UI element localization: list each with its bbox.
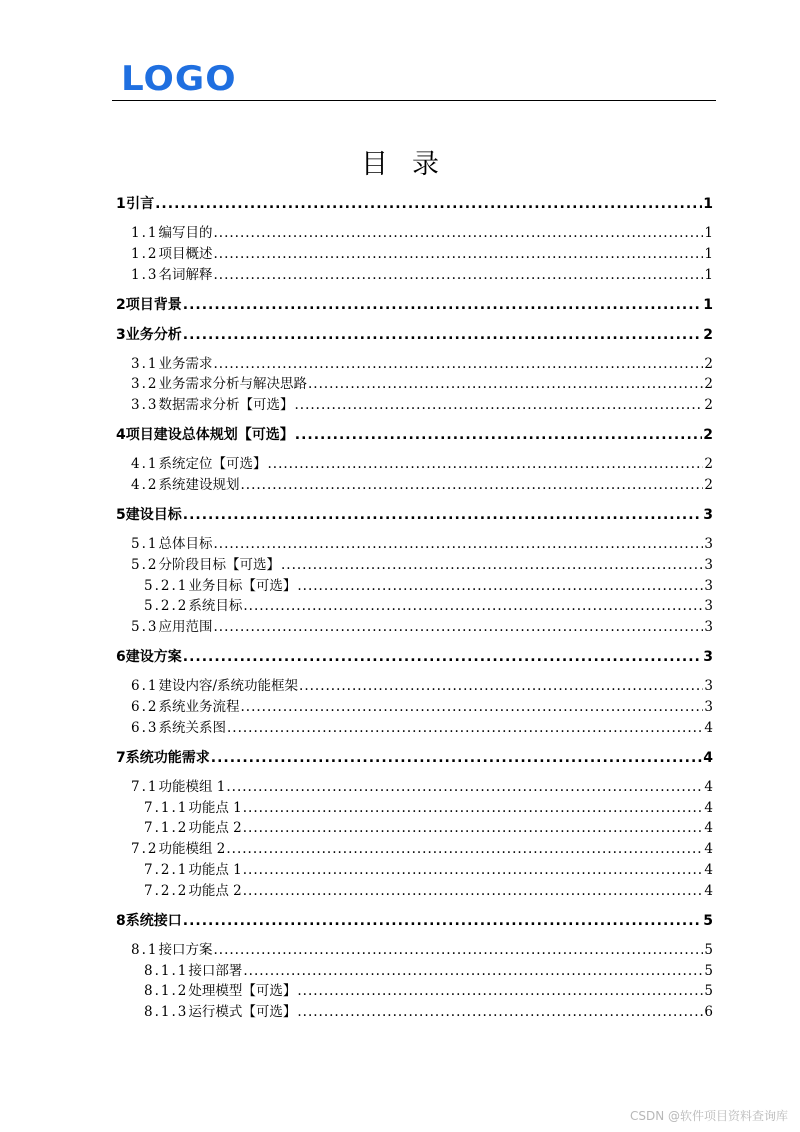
toc-dot-leader [297, 1002, 703, 1022]
toc-dot-leader [213, 244, 703, 264]
toc-dot-leader [267, 454, 703, 474]
toc-dot-leader [211, 748, 703, 768]
toc-dot-leader [297, 576, 703, 596]
toc-entry-3-2[interactable] [131, 374, 713, 394]
toc-entry-6-1[interactable] [131, 676, 713, 696]
toc-entry-page: 3 [704, 556, 713, 573]
toc-entry-page: 2 [704, 376, 713, 393]
toc-dot-leader [281, 555, 703, 575]
toc-entry-7-1-2[interactable] [144, 818, 713, 838]
toc-dot-leader [243, 798, 704, 818]
toc-entry-page: 2 [704, 397, 713, 414]
toc-entry-label: 引言 [126, 196, 155, 212]
toc-entry-number: 3.3 [131, 397, 159, 414]
toc-entry-1-1[interactable] [131, 223, 713, 243]
toc-entry-page: 3 [704, 699, 713, 715]
toc-entry-label: 建设方案 [125, 649, 182, 666]
toc-entry-page: 4 [704, 799, 713, 816]
toc-title: 目录 [361, 149, 463, 180]
toc-entry-page: 1 [703, 296, 713, 313]
toc-entry-label: 业务需求 [158, 355, 213, 372]
toc-entry-1[interactable] [116, 194, 713, 214]
toc-entry-number: 3 [116, 326, 126, 343]
toc-dot-leader [226, 839, 703, 859]
toc-dot-leader [294, 395, 703, 415]
toc-entry-7-2-1[interactable] [144, 860, 713, 880]
toc-entry-label: 数据需求分析【可选】 [158, 397, 294, 414]
toc-entry-label: 功能模组 1 [158, 778, 226, 795]
toc-entry-page: 5 [704, 962, 713, 979]
toc-entry-page: 4 [704, 820, 713, 837]
toc-dot-leader [243, 860, 704, 880]
toc-entry-number: 7.1.2 [144, 820, 189, 837]
toc-dot-leader [243, 596, 703, 616]
toc-entry-label: 业务目标【可选】 [188, 577, 297, 594]
toc-entry-label: 功能点 1 [188, 862, 242, 878]
toc-entry-5-2[interactable] [131, 555, 713, 575]
toc-dot-leader [240, 697, 703, 717]
toc-entry-5-2-2[interactable] [144, 596, 713, 616]
toc-entry-page: 2 [704, 355, 713, 372]
toc-entry-number: 6 [116, 649, 126, 666]
toc-entry-number: 4.2 [131, 477, 159, 493]
toc-entry-page: 3 [703, 649, 713, 666]
toc-entry-page: 4 [703, 749, 713, 766]
company-logo: LOGO [121, 59, 237, 99]
toc-entry-page: 2 [703, 326, 713, 343]
toc-entry-page: 1 [704, 266, 713, 283]
toc-entry-1-3[interactable] [131, 265, 713, 285]
toc-entry-label: 功能点 2 [188, 882, 242, 899]
toc-entry-4-2[interactable] [131, 475, 713, 495]
toc-entry-page: 4 [704, 778, 713, 795]
toc-entry-number: 7.1 [131, 778, 159, 795]
toc-entry-8-1-3[interactable] [144, 1002, 713, 1022]
toc-entry-number: 5.2 [131, 556, 159, 573]
toc-entry-page: 1 [703, 196, 713, 212]
toc-entry-4-1[interactable] [131, 454, 713, 474]
toc-entry-number: 8.1.1 [144, 962, 189, 979]
toc-entry-page: 6 [704, 1004, 713, 1021]
toc-entry-number: 8.1 [131, 941, 159, 958]
toc-entry-8[interactable] [116, 911, 713, 931]
toc-entry-page: 3 [704, 678, 713, 695]
toc-entry-number: 7.1.1 [144, 799, 189, 816]
toc-entry-number: 1.3 [131, 266, 159, 283]
toc-entry-number: 5.3 [131, 619, 159, 636]
toc-dot-leader [213, 534, 703, 554]
toc-entry-7-1-1[interactable] [144, 798, 713, 818]
toc-entry-page: 4 [704, 862, 713, 878]
toc-entry-6[interactable] [116, 647, 713, 667]
toc-entry-label: 接口方案 [158, 941, 213, 958]
toc-dot-leader [213, 617, 703, 637]
toc-entry-label: 名词解释 [158, 266, 213, 283]
toc-entry-label: 建设内容/系统功能框架 [158, 678, 299, 695]
toc-entry-5-1[interactable] [131, 534, 713, 554]
toc-entry-label: 系统定位【可选】 [158, 456, 267, 473]
toc-entry-page: 5 [704, 983, 713, 1000]
toc-entry-7-2[interactable] [131, 839, 713, 859]
toc-entry-number: 7 [116, 749, 126, 766]
toc-dot-leader [243, 961, 703, 981]
toc-entry-label: 处理模型【可选】 [188, 983, 297, 1000]
toc-entry-label: 功能点 2 [188, 820, 242, 837]
toc-entry-page: 3 [704, 619, 713, 636]
toc-entry-number: 5.2.1 [144, 577, 189, 594]
toc-entry-number: 5.2.2 [144, 598, 189, 615]
toc-entry-number: 1.2 [131, 245, 159, 262]
toc-entry-3[interactable] [116, 325, 713, 345]
toc-entry-number: 4.1 [131, 456, 159, 473]
toc-entry-5-3[interactable] [131, 617, 713, 637]
toc-entry-label: 运行模式【可选】 [188, 1004, 297, 1021]
toc-dot-leader [213, 940, 703, 960]
toc-entry-number: 6.3 [131, 719, 159, 736]
toc-entry-number: 8.1.3 [144, 1004, 189, 1021]
toc-entry-7[interactable] [116, 748, 713, 768]
toc-entry-page: 1 [704, 225, 713, 241]
toc-entry-number: 1.1 [131, 225, 159, 241]
toc-entry-8-1[interactable] [131, 940, 713, 960]
toc-entry-page: 5 [704, 941, 713, 958]
toc-entry-label: 系统功能需求 [125, 749, 210, 766]
toc-dot-leader [308, 374, 703, 394]
toc-dot-leader [155, 194, 702, 214]
toc-entry-number: 8.1.2 [144, 983, 189, 1000]
watermark: CSDN @软件项目资料查询库 [629, 1109, 788, 1123]
toc-entry-7-1[interactable] [131, 777, 713, 797]
toc-dot-leader [183, 505, 703, 525]
toc-entry-number: 3.2 [131, 376, 159, 393]
toc-entry-number: 7.2.2 [144, 882, 189, 899]
toc-dot-leader [240, 475, 703, 495]
toc-entry-6-2[interactable] [131, 697, 713, 717]
toc-entry-number: 3.1 [131, 355, 159, 372]
toc-entry-label: 项目建设总体规划【可选】 [125, 427, 294, 444]
toc-entry-5-2-1[interactable] [144, 576, 713, 596]
toc-dot-leader [226, 777, 703, 797]
toc-entry-label: 功能模组 2 [158, 841, 226, 858]
toc-entry-label: 系统建设规划 [158, 477, 240, 493]
toc-entry-7-2-2[interactable] [144, 881, 713, 901]
toc-entry-page: 5 [703, 912, 713, 929]
toc-entry-page: 2 [704, 477, 713, 493]
toc-dot-leader [227, 718, 703, 738]
toc-entry-page: 3 [704, 577, 713, 594]
toc-entry-number: 8 [116, 912, 126, 929]
toc-dot-leader [213, 265, 703, 285]
toc-entry-page: 4 [704, 719, 713, 736]
toc-entry-3-1[interactable] [131, 354, 713, 374]
toc-entry-label: 项目背景 [125, 296, 182, 313]
toc-entry-label: 功能点 1 [188, 799, 242, 816]
toc-entry-number: 5 [116, 507, 126, 523]
toc-entry-label: 分阶段目标【可选】 [158, 556, 280, 573]
toc-entry-number: 6.1 [131, 678, 159, 695]
toc-dot-leader [213, 354, 703, 374]
toc-dot-leader [213, 223, 703, 243]
toc-entry-label: 系统业务流程 [158, 699, 240, 715]
toc-entry-label: 应用范围 [158, 619, 213, 636]
toc-entry-label: 业务分析 [125, 326, 182, 343]
toc-dot-leader [183, 295, 703, 315]
toc-entry-1-2[interactable] [131, 244, 713, 264]
toc-entry-6-3[interactable] [131, 718, 713, 738]
toc-entry-label: 业务需求分析与解决思路 [158, 376, 307, 393]
toc-entry-page: 3 [703, 507, 713, 523]
toc-entry-number: 5.1 [131, 536, 159, 552]
toc-entry-8-1-1[interactable] [144, 961, 713, 981]
toc-entry-label: 系统目标 [188, 598, 243, 615]
toc-dot-leader [183, 325, 703, 345]
toc-entry-page: 2 [704, 456, 713, 473]
toc-entry-3-3[interactable] [131, 395, 713, 415]
toc-entry-page: 4 [704, 882, 713, 899]
toc-entry-page: 1 [704, 245, 713, 262]
toc-entry-8-1-2[interactable] [144, 981, 713, 1001]
toc-entry-label: 编写目的 [158, 225, 213, 241]
toc-entry-label: 项目概述 [158, 245, 213, 262]
toc-entry-page: 3 [704, 598, 713, 615]
toc-dot-leader [243, 818, 704, 838]
toc-dot-leader [295, 425, 703, 445]
toc-dot-leader [183, 911, 703, 931]
toc-entry-label: 接口部署 [188, 962, 243, 979]
toc-dot-leader [297, 981, 703, 1001]
toc-entry-label: 系统接口 [125, 912, 182, 929]
toc-dot-leader [183, 647, 703, 667]
toc-entry-number: 7.2 [131, 841, 159, 858]
toc-entry-2[interactable] [116, 295, 713, 315]
toc-entry-4[interactable] [116, 425, 713, 445]
toc-entry-number: 4 [116, 427, 126, 444]
toc-entry-5[interactable] [116, 505, 713, 525]
toc-entry-number: 7.2.1 [144, 862, 189, 878]
toc-entry-number: 2 [116, 296, 126, 313]
toc-dot-leader [243, 881, 704, 901]
toc-entry-number: 1 [116, 196, 126, 212]
header-divider [112, 100, 716, 101]
toc-dot-leader [299, 676, 703, 696]
toc-entry-page: 3 [704, 536, 713, 552]
toc-entry-page: 4 [704, 841, 713, 858]
toc-entry-label: 建设目标 [125, 507, 182, 523]
toc-entry-number: 6.2 [131, 699, 159, 715]
toc-entry-page: 2 [703, 427, 713, 444]
toc-entry-label: 系统关系图 [158, 719, 226, 736]
toc-entry-label: 总体目标 [158, 536, 213, 552]
